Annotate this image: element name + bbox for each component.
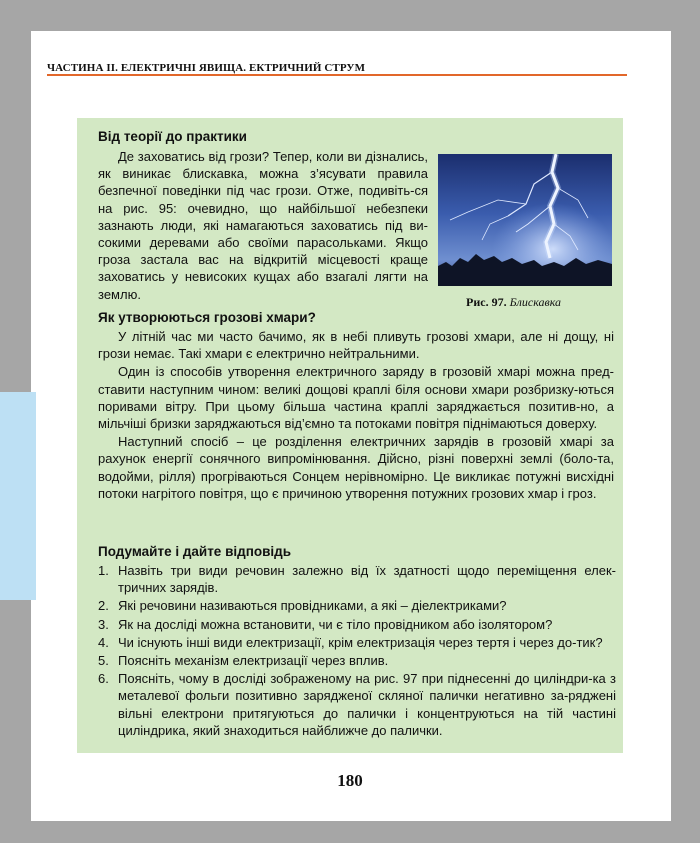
question-item bbox=[98, 597, 616, 614]
question-text: Назвіть три види речовин залежно від їх здатності щодо переміщення елек-тричних зарядів. bbox=[118, 563, 616, 596]
question-text: Як на досліді можна встановити, чи є тіло провідником або ізолятором? bbox=[118, 616, 553, 632]
section-title-theory: Від теорії до практики bbox=[98, 129, 247, 144]
question-item bbox=[98, 562, 616, 596]
figure-caption bbox=[466, 295, 616, 310]
intro-text bbox=[98, 148, 428, 303]
paragraph: Наступний спосіб – це розділення електричних зарядів в грозовій хмарі за рахунок енергії сонячного випромінювання. Дійсно, різні поверхні землі (боло-та, водойми, рілля) прогріваються Сонцем нерівномірно. Це викликає потужні висхідні потоки нагрітого повітря, що є причиною утворення потужних грозових хмар і гроз. bbox=[98, 434, 614, 501]
question-item bbox=[98, 616, 616, 633]
questions-title: Подумайте і дайте відповідь bbox=[98, 544, 292, 559]
question-item bbox=[98, 634, 616, 651]
question-text: Чи існують інші види електризації, крім електризація через тертя і через до-тик? bbox=[118, 634, 603, 650]
figure-label: Рис. 97. bbox=[466, 295, 507, 309]
paragraph: Один із способів утворення електричного заряду в грозовій хмарі можна пред-ставити наступним чином: великі дощові краплі біля основи хмари розбризку-ються поривами вітру. При цьому більша частина краплі заряджається позитив-но, а мільчіші бризки заряджаються від’ємно та потоками повітря піднімаються доверху. bbox=[98, 364, 614, 432]
question-text: Які речовини називаються провідниками, а які – діелектриками? bbox=[118, 598, 507, 614]
question-item bbox=[98, 652, 616, 669]
question-number: 1. bbox=[98, 563, 109, 578]
question-number: 5. bbox=[98, 653, 109, 669]
section-title-clouds: Як утворюються грозові хмари? bbox=[98, 310, 316, 325]
questions-list bbox=[98, 562, 616, 740]
lightning-illustration bbox=[438, 154, 612, 286]
intro-paragraph: Де заховатись від грози? Тепер, коли ви дізнались, як виникає блискавка, можна з’ясувати правила безпечної поведінки під час грози. Отже, подивіть-ся на рис. 95: очевидно, що найбільшої небезпеки зазнають люди, які намагаються заховатись під ви-сокими деревами або своїми парасольками. Якщо гроза застала вас на відкритій місцевості краще заховатись у невисоких кущах або взагалі лягти на землю. bbox=[98, 149, 428, 302]
question-text: Поясніть механізм електризації через вплив. bbox=[118, 653, 389, 669]
question-number: 6. bbox=[98, 671, 109, 687]
side-tab bbox=[0, 392, 36, 600]
main-text bbox=[98, 328, 614, 503]
question-text: Поясніть, чому в досліді зображеному на рис. 97 при піднесенні до циліндри-ка з металевої фольги позитивно зарядженої скляної палички негативно за-ряджені вільні електрони притягуються до палички і концентруються на тій частині циліндрика, який знаходиться найближче до палички. bbox=[118, 671, 616, 738]
question-number: 4. bbox=[98, 634, 109, 650]
paragraph: У літній час ми часто бачимо, як в небі пливуть грозові хмари, але ні дощу, ні грози немає. Такі хмари є електрично нейтральними. bbox=[98, 329, 614, 362]
question-number: 3. bbox=[98, 616, 109, 632]
header-rule bbox=[47, 74, 627, 76]
question-number: 2. bbox=[98, 598, 109, 614]
lightning-photo bbox=[438, 154, 612, 286]
page-header: ЧАСТИНА ІІ. ЕЛЕКТРИЧНІ ЯВИЩА. ЕКТРИЧНИЙ СТРУМ bbox=[47, 62, 366, 74]
question-item bbox=[98, 670, 616, 739]
page-number: 180 bbox=[337, 771, 363, 790]
figure-title: Блискавка bbox=[509, 295, 562, 309]
